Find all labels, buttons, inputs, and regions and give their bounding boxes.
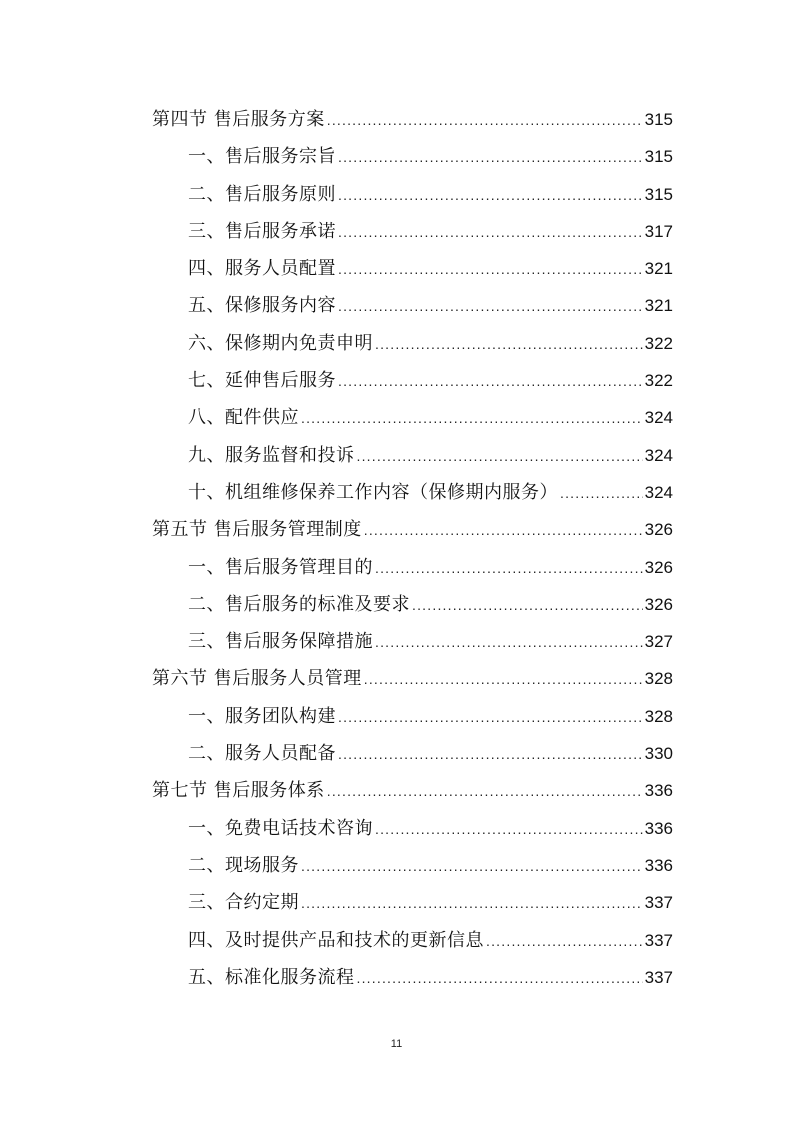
toc-entry-label: 二、服务人员配备 [188,743,336,765]
toc-dot-leader [301,885,643,921]
table-of-contents [152,101,673,996]
toc-subsection-entry[interactable] [152,474,673,511]
toc-subsection-entry[interactable] [152,437,673,474]
toc-entry-label: 八、配件供应 [188,407,299,429]
toc-subsection-entry[interactable] [152,549,673,586]
toc-dot-leader [375,811,643,847]
toc-dot-leader [412,587,643,623]
toc-dot-leader [560,475,643,511]
toc-section-entry[interactable] [152,660,673,697]
toc-entry-label: 三、售后服务承诺 [188,220,336,242]
toc-subsection-entry[interactable] [152,287,673,324]
toc-subsection-entry[interactable] [152,586,673,623]
toc-subsection-entry[interactable] [152,176,673,213]
toc-entry-label: 二、售后服务原则 [188,183,336,205]
toc-entry-page-number: 327 [644,632,673,652]
toc-entry-page-number: 321 [644,296,673,316]
toc-entry-label: 四、及时提供产品和技术的更新信息 [188,929,484,951]
toc-dot-leader [357,438,643,474]
toc-entry-page-number: 317 [644,221,673,241]
toc-subsection-entry[interactable] [152,959,673,996]
page-number: 11 [390,1038,403,1050]
toc-entry-page-number: 321 [644,259,673,279]
toc-entry-label: 九、服务监督和投诉 [188,444,355,466]
toc-entry-page-number: 315 [644,147,673,167]
toc-dot-leader [338,177,643,213]
toc-subsection-entry[interactable] [152,698,673,735]
toc-entry-label: 六、保修期内免责申明 [188,332,373,354]
toc-entry-label: 五、标准化服务流程 [188,966,355,988]
toc-dot-leader [364,512,643,548]
toc-subsection-entry[interactable] [152,213,673,250]
toc-entry-page-number: 315 [644,110,673,129]
toc-subsection-entry[interactable] [152,138,673,175]
toc-entry-page-number: 336 [644,818,673,838]
toc-entry-page-number: 326 [644,520,673,540]
toc-entry-label: 一、售后服务管理目的 [188,556,373,578]
toc-subsection-entry[interactable] [152,250,673,287]
toc-entry-label: 三、售后服务保障措施 [188,631,373,653]
toc-entry-page-number: 324 [644,445,673,465]
toc-entry-label: 五、保修服务内容 [188,295,336,317]
toc-subsection-entry[interactable] [152,325,673,362]
toc-entry-label: 二、现场服务 [188,854,299,876]
toc-entry-label: 第七节 售后服务体系 [152,780,325,802]
toc-subsection-entry[interactable] [152,847,673,884]
toc-entry-page-number: 324 [644,408,673,428]
toc-dot-leader [338,736,643,772]
toc-dot-leader [327,102,643,138]
toc-dot-leader [486,923,643,959]
toc-dot-leader [375,326,643,362]
toc-subsection-entry[interactable] [152,399,673,436]
toc-dot-leader [301,400,643,436]
toc-section-entry[interactable] [152,511,673,548]
toc-subsection-entry[interactable] [152,735,673,772]
toc-subsection-entry[interactable] [152,362,673,399]
toc-entry-page-number: 336 [644,781,673,801]
toc-subsection-entry[interactable] [152,884,673,921]
toc-entry-page-number: 337 [644,893,673,913]
toc-entry-page-number: 315 [644,184,673,204]
toc-entry-page-number: 324 [644,482,673,502]
toc-entry-page-number: 328 [644,669,673,689]
toc-dot-leader [338,699,643,735]
toc-dot-leader [375,550,643,586]
toc-entry-label: 四、服务人员配置 [188,258,336,280]
toc-dot-leader [338,288,643,324]
toc-entry-page-number: 337 [644,967,673,987]
toc-entry-label: 七、延伸售后服务 [188,370,336,392]
toc-dot-leader [357,960,643,996]
toc-entry-label: 一、免费电话技术咨询 [188,817,373,839]
toc-entry-label: 十、机组维修保养工作内容（保修期内服务） [188,481,558,503]
toc-entry-page-number: 326 [644,557,673,577]
toc-subsection-entry[interactable] [152,810,673,847]
toc-dot-leader [338,363,643,399]
toc-entry-page-number: 322 [644,371,673,391]
toc-entry-page-number: 337 [644,930,673,950]
toc-entry-page-number: 326 [644,594,673,614]
toc-dot-leader [338,251,643,287]
toc-entry-page-number: 330 [644,744,673,764]
toc-entry-label: 一、服务团队构建 [188,705,336,727]
toc-dot-leader [338,214,643,250]
toc-dot-leader [301,848,643,884]
toc-dot-leader [338,139,643,175]
toc-entry-label: 二、售后服务的标准及要求 [188,593,410,615]
toc-entry-label: 第五节 售后服务管理制度 [152,519,362,541]
toc-entry-label: 第四节 售后服务方案 [152,109,325,130]
toc-subsection-entry[interactable] [152,922,673,959]
toc-dot-leader [375,624,643,660]
toc-entry-label: 第六节 售后服务人员管理 [152,668,362,690]
toc-entry-page-number: 328 [644,706,673,726]
toc-entry-page-number: 336 [644,855,673,875]
toc-dot-leader [327,773,643,809]
toc-section-entry[interactable] [152,772,673,809]
toc-entry-label: 一、售后服务宗旨 [188,146,336,168]
toc-dot-leader [364,661,643,697]
toc-entry-label: 三、合约定期 [188,892,299,914]
toc-subsection-entry[interactable] [152,623,673,660]
toc-entry-page-number: 322 [644,333,673,353]
toc-section-entry[interactable] [152,101,673,138]
